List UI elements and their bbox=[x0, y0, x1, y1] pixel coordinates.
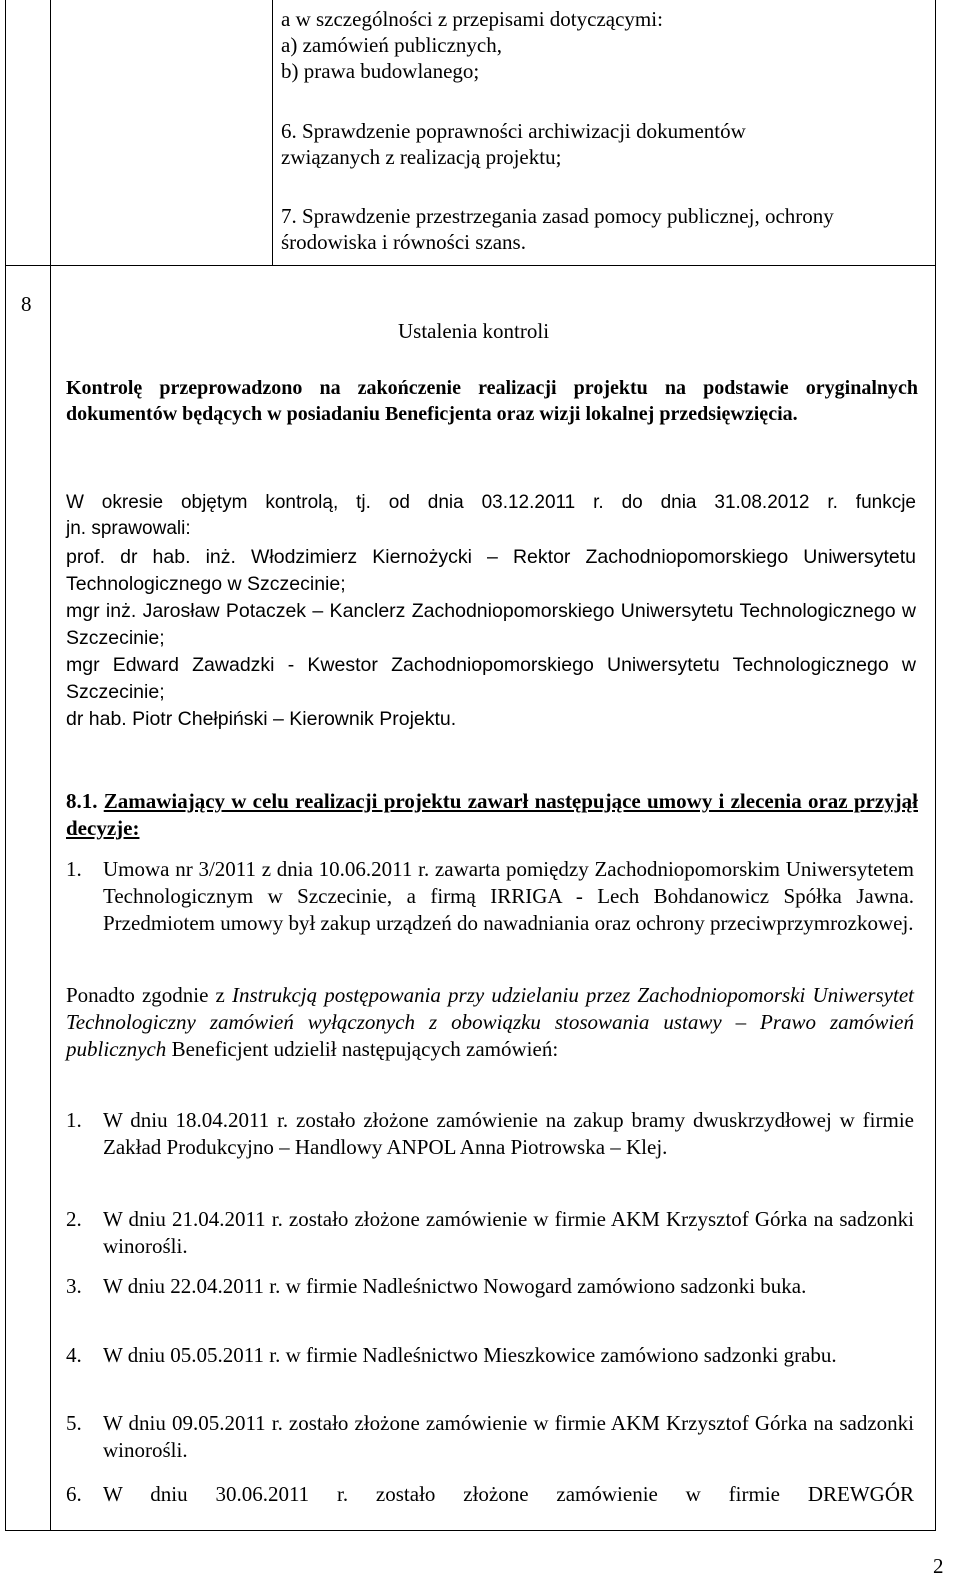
intro-paragraph-part-3: Beneficjent udzielił następujących zamówień: bbox=[166, 1037, 559, 1061]
person-1: prof. dr hab. inż. Włodzimierz Kiernożycki – Rektor Zachodniopomorskiego Uniwersytetu Technologicznego w Szczecinie; bbox=[66, 546, 916, 595]
column-divider bbox=[50, 0, 51, 1531]
intro-paragraph-italic: Instrukcją postępowania przy udzielaniu przez Zachodniopomorski Uniwersytet Technologiczny zamówień wyłączonych z obowiązku stosowania ustawy – Prawo zamówień publicznych bbox=[66, 983, 914, 1061]
section-heading: Ustalenia kontroli bbox=[398, 319, 550, 343]
order-text: W dniu 05.05.2011 r. w firmie Nadleśnictwo Mieszkowice zamówiono sadzonki grabu. bbox=[103, 1343, 837, 1367]
order-text: W dniu 30.06.2011 r. zostało złożone zamówienie w firmie DREWGÓR bbox=[103, 1482, 914, 1506]
top-cell bbox=[281, 6, 921, 84]
order-text: W dniu 21.04.2011 r. zostało złożone zamówienie w firmie AKM Krzysztof Górka na sadzonki winorośli. bbox=[103, 1207, 914, 1258]
table-right-border bbox=[935, 0, 936, 1531]
top-item-7: 7. Sprawdzenie przestrzegania zasad pomocy publicznej, ochrony środowiska i równości szans. bbox=[281, 204, 834, 254]
section-8-1-title: Zamawiający w celu realizacji projektu zawarł następujące umowy i zlecenia oraz przyjął decyzje: bbox=[66, 789, 918, 840]
order-number: 2. bbox=[66, 1207, 82, 1231]
order-number: 3. bbox=[66, 1274, 82, 1298]
person-2: mgr inż. Jarosław Potaczek – Kanclerz Zachodniopomorskiego Uniwersytetu Technologicznego w Szczecinie; bbox=[66, 600, 916, 649]
inner-divider-top-cell bbox=[272, 0, 273, 265]
intro-paragraph-part-1: Ponadto zgodnie z bbox=[66, 983, 232, 1007]
order-number: 4. bbox=[66, 1343, 82, 1367]
persons-list bbox=[66, 544, 916, 733]
person-4: dr hab. Piotr Chełpiński – Kierownik Projektu. bbox=[66, 708, 457, 730]
bold-intro: Kontrolę przeprowadzono na zakończenie realizacji projektu na podstawie oryginalnych dokumentów będących w posiadaniu Beneficjenta oraz wizji lokalnej przedsięwzięcia. bbox=[66, 377, 918, 425]
table-bottom-border bbox=[5, 1530, 936, 1531]
order-number: 5. bbox=[66, 1411, 82, 1435]
period-line-2: jn. sprawowali: bbox=[66, 518, 191, 539]
person-3: mgr Edward Zawadzki - Kwestor Zachodniopomorskiego Uniwersytetu Technologicznego w Szczecinie; bbox=[66, 654, 916, 703]
order-number: 6. bbox=[66, 1482, 82, 1506]
row-divider bbox=[5, 265, 936, 266]
contract-number: 1. bbox=[66, 857, 82, 881]
top-item-6: 6. Sprawdzenie poprawności archiwizacji dokumentów związanych z realizacją projektu; bbox=[281, 119, 746, 169]
order-text: W dniu 18.04.2011 r. zostało złożone zamówienie na zakup bramy dwuskrzydłowej w firmie Zakład Produkcyjno – Handlowy ANPOL Anna Piotrowska – Klej. bbox=[103, 1108, 914, 1159]
section-8-1-number: 8.1. bbox=[66, 789, 98, 813]
order-number: 1. bbox=[66, 1108, 82, 1132]
top-cell-line-2: a) zamówień publicznych, bbox=[281, 33, 502, 57]
order-text: W dniu 22.04.2011 r. w firmie Nadleśnictwo Nowogard zamówiono sadzonki buka. bbox=[103, 1274, 807, 1298]
row-number: 8 bbox=[21, 292, 32, 316]
section-8-1 bbox=[66, 788, 918, 842]
period-line-1: W okresie objętym kontrolą, tj. od dnia 03.12.2011 r. do dnia 31.08.2012 r. funkcje bbox=[66, 492, 916, 513]
order-text: W dniu 09.05.2011 r. zostało złożone zamówienie w firmie AKM Krzysztof Górka na sadzonki winorośli. bbox=[103, 1411, 914, 1462]
top-cell-line-1: a w szczególności z przepisami dotyczącymi: bbox=[281, 7, 663, 31]
intro-paragraph bbox=[66, 982, 914, 1063]
page-number: 2 bbox=[933, 1554, 944, 1578]
top-cell-line-3: b) prawa budowlanego; bbox=[281, 59, 480, 83]
contract-text: Umowa nr 3/2011 z dnia 10.06.2011 r. zawarta pomiędzy Zachodniopomorskim Uniwersytetem Technologicznym w Szczecinie, a firmą IRRIGA - Lech Bohdanowicz Spółka Jawna. Przedmiotem umowy był zakup urządzeń do nawadniania oraz ochrony przeciwprzymrozkowej. bbox=[103, 857, 914, 935]
table-left-border bbox=[5, 0, 6, 1531]
